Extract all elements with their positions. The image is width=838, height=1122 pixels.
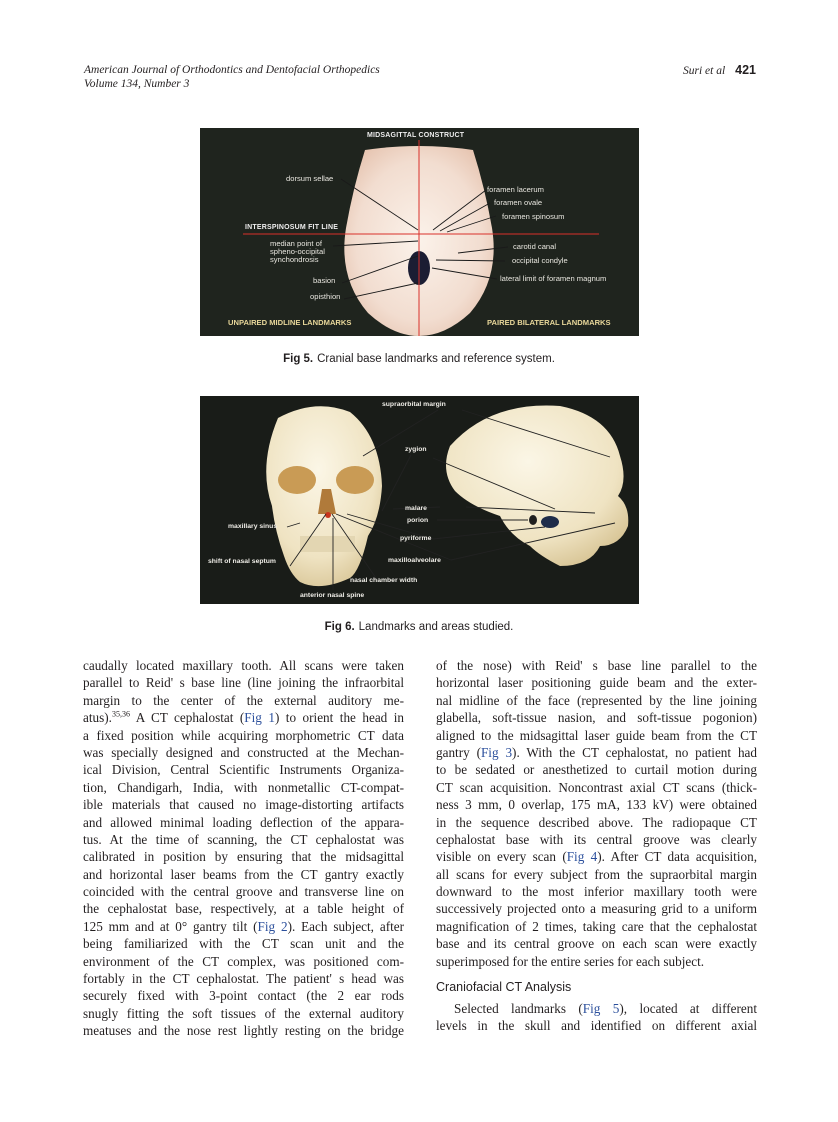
right-column-paragraph — [436, 657, 757, 970]
cranial-base-illustration — [200, 128, 639, 336]
label-opisthion: opisthion — [310, 292, 341, 301]
section-paragraph — [436, 1000, 757, 1035]
label-porion: porion — [407, 517, 429, 524]
label-nasal-chamber-width: nasal chamber width — [350, 577, 418, 584]
label-basion: basion — [313, 276, 336, 285]
label-dorsum-sellae: dorsum sellae — [286, 174, 334, 183]
running-authors: Suri et al — [682, 65, 726, 77]
figure-5-caption-text: Cranial base landmarks and reference system. — [317, 353, 555, 365]
unpaired-midline-landmarks-label: UNPAIRED MIDLINE LANDMARKS — [228, 318, 352, 327]
text-line: gantry (Fig 3). With the CT cephalostat, no patient had — [436, 744, 757, 760]
figure-reference-link[interactable]: Fig 1 — [244, 710, 275, 726]
text-line: downward to the most inferior maxillary tooth were — [436, 884, 757, 900]
text-line: ness 3 mm, 0 overlap, 175 mA, 133 kV) were obtained — [436, 797, 757, 813]
text-line: ible materials that caused no image-distorting artifacts — [83, 797, 404, 813]
label-foramen-spinosum: foramen spinosum — [502, 212, 565, 221]
label-median-point-1: median point of — [270, 239, 322, 248]
figure-6-caption-label: Fig 6. — [324, 621, 355, 633]
page-number: 421 — [735, 63, 756, 77]
text-line: magnification of 2 times, taking care that the cephalostat — [436, 918, 757, 934]
text-line: all scans for every subject from the supraorbital margin — [436, 866, 757, 882]
text-line: and horizontal laser beams from the CT gantry exactly — [83, 866, 404, 882]
journal-title: American Journal of Orthodontics and Dentofacial Orthopedics — [84, 64, 380, 76]
label-maxilloalveolare: maxilloalveolare — [388, 557, 441, 564]
label-foramen-lacerum: foramen lacerum — [487, 185, 544, 194]
author-page — [683, 63, 756, 78]
text-line: margin to the center of the external auditory me- — [83, 692, 404, 708]
text-line: aligned to the midsagittal laser guide beam from the CT — [436, 727, 757, 743]
figure-reference-link[interactable]: Fig 3 — [480, 744, 513, 760]
text-line: parallel to Reid' s base line (line joining the infraorbital — [83, 675, 404, 691]
text-line: in the sequence described above. The radiopaque CT — [436, 814, 757, 830]
text-line: the cephalostat base, respectively, at a table height of — [83, 901, 404, 917]
label-zygion: zygion — [405, 446, 427, 453]
figure-reference-link[interactable]: Fig 4 — [566, 849, 598, 865]
figure-reference-link[interactable]: Fig 5 — [582, 1001, 620, 1017]
text-line: fortably in the CT cephalostat. The patient' s head was — [83, 971, 404, 987]
text-line: securely fixed with 3-point contact (the 2 ear rods — [83, 988, 404, 1004]
text-line: snugly fitting the soft tissues of the external auditory — [83, 1005, 404, 1021]
journal-info — [84, 63, 380, 91]
text-line: of the nose) with Reid' s base line parallel to the — [436, 658, 757, 673]
text-line: nal midline of the face (represented by the line joining — [436, 692, 757, 708]
paired-bilateral-landmarks-label: PAIRED BILATERAL LANDMARKS — [487, 318, 611, 327]
text-line: superimposed for the entire series for each subject. — [436, 953, 705, 969]
text-line: Selected landmarks (Fig 5), located at different — [454, 1001, 757, 1017]
label-lateral-limit-foramen-magnum: lateral limit of foramen magnum — [500, 274, 607, 283]
label-foramen-ovale: foramen ovale — [494, 198, 543, 207]
label-pyriforme: pyriforme — [400, 535, 432, 542]
text-line: coincided with the central groove and transverse line on — [83, 884, 404, 900]
text-line: tus. At the time of scanning, the CT cephalostat was — [83, 831, 404, 847]
section-heading-craniofacial-ct-analysis: Craniofacial CT Analysis — [436, 980, 572, 995]
label-carotid-canal: carotid canal — [513, 242, 557, 251]
label-median-point-2: spheno-occipital — [270, 247, 325, 256]
text-line: glabella, soft-tissue nasion, and soft-tissue pogonion) — [436, 710, 757, 726]
citation-superscript[interactable]: 35,36 — [111, 709, 130, 719]
figure-reference-link[interactable]: Fig 2 — [257, 918, 288, 934]
text-line: being familiarized with the CT scan unit and the — [83, 936, 404, 952]
text-line: levels in the skull and identified on different axial — [436, 1018, 757, 1034]
text-line: successively projected onto a measuring grid to a uniform — [436, 901, 757, 917]
text-line: tion, Chandigarh, India, with nonmetallic CT-compat- — [83, 779, 404, 795]
text-line: a fixed position while acquiring morphometric CT data — [83, 727, 404, 743]
text-line: meatuses and the nose rest lightly resting on the bridge — [83, 1023, 404, 1039]
figure-6-caption — [0, 621, 838, 633]
text-line: base and its central groove on each scan were exactly — [436, 936, 757, 952]
text-line: environment of the CT complex, was positioned com- — [83, 953, 404, 969]
figure-6-image — [200, 396, 639, 604]
body-column-left — [83, 657, 404, 1040]
label-malare: malare — [405, 505, 427, 512]
figure-5-caption — [0, 353, 838, 365]
journal-volume: Volume 134, Number 3 — [84, 78, 190, 90]
text-line: to be sedated or anesthetized to curtail motion during — [436, 762, 757, 778]
label-anterior-nasal-spine: anterior nasal spine — [300, 592, 365, 599]
text-line: caudally located maxillary tooth. All scans were taken — [83, 658, 404, 673]
text-line: CT scan acquisition. Noncontrast axial CT scans (thick- — [436, 779, 757, 795]
text-line: calibrated in position by ensuring that the midsagittal — [83, 849, 404, 865]
text-line: was specially designed and constructed at the Mechan- — [83, 744, 404, 760]
text-line: ical Division, Central Scientific Instruments Organiza- — [83, 762, 404, 778]
text-line: cephalostat base with its central groove was clearly — [436, 831, 757, 847]
text-line: horizontal laser positioning guide beam and the exter- — [436, 675, 757, 691]
figure-6-caption-text: Landmarks and areas studied. — [358, 621, 514, 633]
skull-frontal-lateral-illustration — [200, 396, 639, 604]
label-shift-nasal-septum: shift of nasal septum — [208, 558, 276, 565]
label-supraorbital-margin: supraorbital margin — [382, 401, 446, 408]
text-line: visible on every scan (Fig 4). After CT data acquisition, — [436, 849, 757, 865]
body-column-right — [436, 657, 757, 1035]
figure-5-image — [200, 128, 639, 336]
label-occipital-condyle: occipital condyle — [512, 256, 568, 265]
label-median-point-3: synchondrosis — [270, 255, 319, 264]
figure-5-caption-label: Fig 5. — [283, 353, 314, 365]
text-line: atus).$^{35,36}$ A CT cephalostat (Fig 1) to orient the head in — [83, 709, 405, 726]
interspinosum-fit-line-label: INTERSPINOSUM FIT LINE — [245, 224, 339, 231]
label-maxillary-sinus: maxillary sinus — [228, 523, 278, 530]
text-line: 125 mm and at 0° gantry tilt (Fig 2). Each subject, after — [83, 918, 404, 934]
midsagittal-construct-label: MIDSAGITTAL CONSTRUCT — [367, 132, 465, 139]
text-line: and allowed minimal loading deflection of the appara- — [83, 814, 404, 830]
